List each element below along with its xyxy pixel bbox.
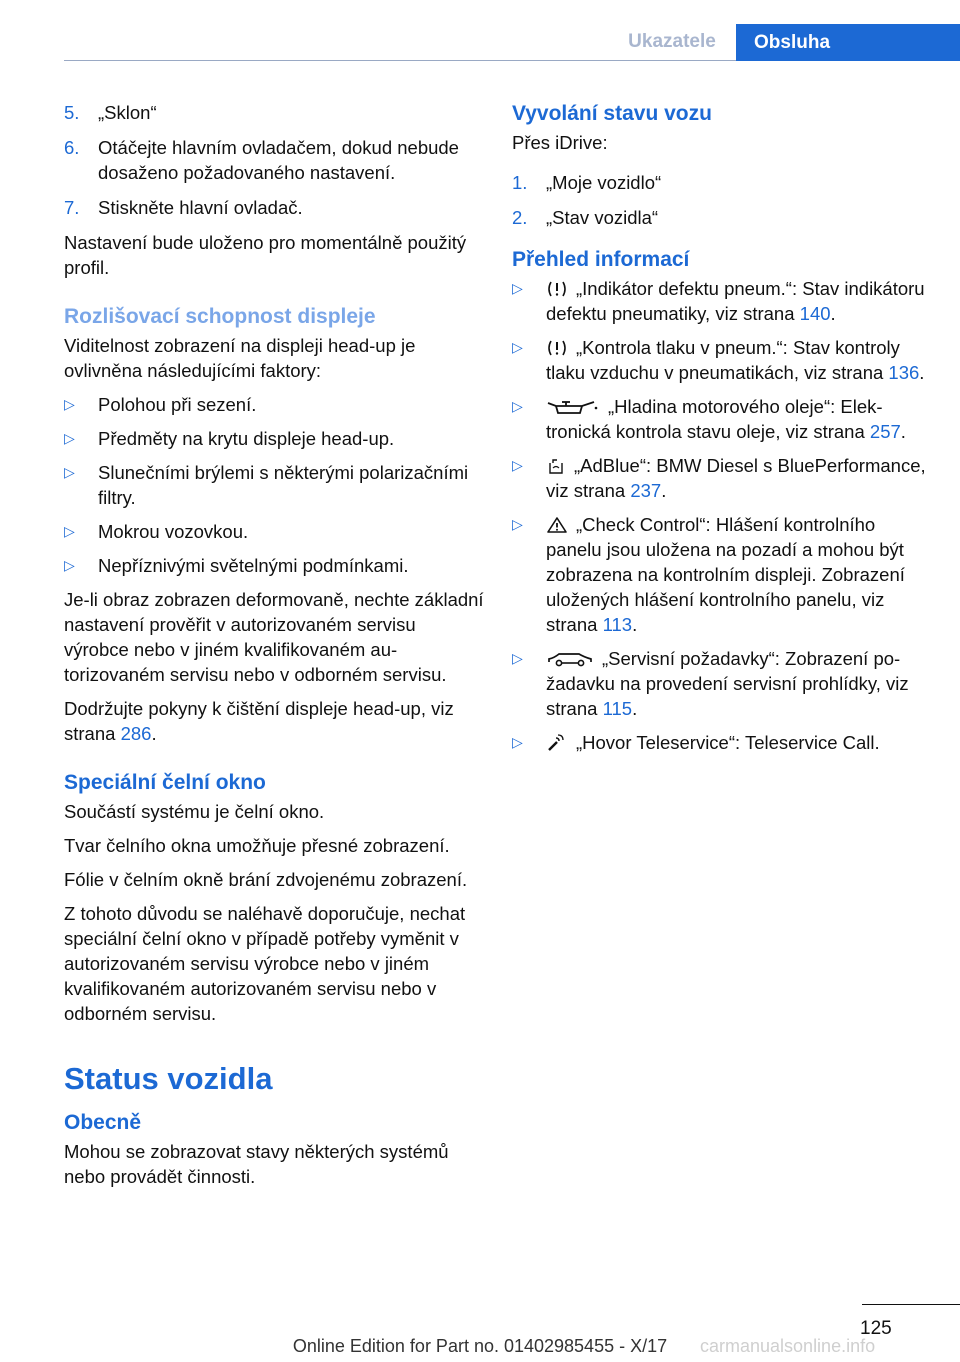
right-column xyxy=(512,100,932,764)
list-item xyxy=(64,392,484,417)
paragraph: Přes iDrive: xyxy=(512,132,608,153)
step-item xyxy=(64,135,484,185)
list-item-text: Polohou při sezení. xyxy=(98,394,257,415)
list-item xyxy=(512,512,932,637)
list-item-text: „Hovor Teleservice“: Teleservice Call. xyxy=(546,730,880,755)
bullet-triangle-icon: ▷ xyxy=(512,280,523,296)
step-text: Otáčejte hlavním ovladačem, dokud nebude dosaženo požadovaného nastavení. xyxy=(98,137,459,183)
list-item xyxy=(64,426,484,451)
step-item xyxy=(512,170,932,195)
list-item-text: „Servisní požadavky“: Zobrazení požadavku na provedení servisní prohlídky, viz strana 115. xyxy=(546,648,909,719)
page-reference-link[interactable]: 136 xyxy=(888,362,920,383)
page-reference-link[interactable]: 257 xyxy=(869,421,901,442)
list-item xyxy=(512,453,932,503)
bullet-triangle-icon: ▷ xyxy=(64,464,75,480)
list-item-text: Předměty na krytu displeje head-up. xyxy=(98,428,395,449)
page-reference-link[interactable]: 140 xyxy=(799,303,831,324)
paragraph: Z tohoto důvodu se naléhavě doporučuje, nechat speciální čelní okno v případě potřeby vyměnit v autorizovaném servisu výrobce nebo v jiném kvalifikovaném autorizovaném servisu nebo v odborném servisu. xyxy=(64,903,466,1024)
page-number: 125 xyxy=(860,1318,892,1339)
bullet-triangle-icon: ▷ xyxy=(64,557,75,573)
list-item xyxy=(512,335,932,385)
list-item xyxy=(512,730,932,755)
section-heading: Obecně xyxy=(64,1111,142,1134)
step-item xyxy=(64,195,484,220)
paragraph: Fólie v čelním okně brání zdvojenému zobrazení. xyxy=(64,869,468,890)
bullet-triangle-icon: ▷ xyxy=(64,523,75,539)
watermark: carmanualsonline.info xyxy=(700,1336,876,1356)
tire-warning-icon xyxy=(546,280,568,298)
paragraph: Viditelnost zobrazení na displeji head-up je ovlivněna následujícími faktory: xyxy=(64,335,416,381)
page-reference-link[interactable]: 237 xyxy=(630,480,662,501)
page-reference-link[interactable]: 286 xyxy=(120,723,152,744)
paragraph: Nastavení bude uloženo pro momentálně použitý profil. xyxy=(64,232,467,278)
wrench-call-icon xyxy=(546,734,568,752)
adblue-icon xyxy=(546,457,566,475)
section-heading: Speciální čelní okno xyxy=(64,771,266,794)
list-item-text: Nepříznivými světelnými podmínkami. xyxy=(98,555,409,576)
tab-ukazatele[interactable]: Ukazatele xyxy=(628,31,716,52)
warning-triangle-icon xyxy=(546,516,568,534)
bullet-triangle-icon: ▷ xyxy=(64,396,75,412)
paragraph: Součástí systému je čelní okno. xyxy=(64,801,325,822)
step-number: 7. xyxy=(64,197,80,218)
list-item xyxy=(64,519,484,544)
list-item-text: Slunečními brýlemi s některými polarizačními filtry. xyxy=(98,462,469,508)
paragraph: Tvar čelního okna umožňuje přesné zobrazení. xyxy=(64,835,450,856)
step-text: „Stav vozidla“ xyxy=(546,207,659,228)
paragraph: Je-li obraz zobrazen deformovaně, nechte základní nastavení prověřit v autorizovaném servisu výrobce nebo v jiném kvalifikovaném autorizovaném servisu nebo v odborném servisu. xyxy=(64,589,484,685)
bullet-triangle-icon: ▷ xyxy=(512,457,523,473)
step-text: „Moje vozidlo“ xyxy=(546,172,662,193)
section-heading: Vyvolání stavu vozu xyxy=(512,102,712,125)
step-item xyxy=(512,205,932,230)
page-reference-link[interactable]: 115 xyxy=(602,698,633,719)
page-reference-link[interactable]: 113 xyxy=(602,614,633,635)
list-item-text: „Check Control“: Hlášení kontrolního panelu jsou uložena na pozadí a mohou být zobrazena na kontrolním displeji. Zobrazení uložených hlášení kontrolního panelu, viz strana 113. xyxy=(546,514,905,635)
paragraph: Dodržujte pokyny k čištění displeje head-up, viz strana 286. xyxy=(64,698,454,744)
chapter-heading: Status vozidla xyxy=(64,1061,273,1096)
tire-warning-icon xyxy=(546,339,568,357)
list-item xyxy=(512,646,932,721)
list-item-text: Mokrou vozovkou. xyxy=(98,521,249,542)
list-item-text: „Kontrola tlaku v pneum.“: Stav kontroly tlaku vzduchu v pneumatikách, viz strana 136. xyxy=(546,337,925,383)
bullet-triangle-icon: ▷ xyxy=(64,430,75,446)
bullet-triangle-icon: ▷ xyxy=(512,339,523,355)
paragraph: Mohou se zobrazovat stavy některých systémů nebo provádět činnosti. xyxy=(64,1141,449,1187)
step-number: 2. xyxy=(512,207,528,228)
bullet-triangle-icon: ▷ xyxy=(512,650,523,666)
list-item xyxy=(64,460,484,510)
bullet-triangle-icon: ▷ xyxy=(512,734,523,750)
left-column xyxy=(64,100,484,1198)
list-item-text: „AdBlue“: BMW Diesel s BluePerformance, viz strana 237. xyxy=(546,455,926,501)
service-car-icon xyxy=(546,650,594,668)
step-number: 6. xyxy=(64,137,80,158)
list-item-text: „Indikátor defektu pneum.“: Stav indikátoru defektu pneumatiky, viz strana 140. xyxy=(546,278,925,324)
edition-footer: Online Edition for Part no. 01402985455 - X/17 xyxy=(292,1336,668,1356)
section-heading: Rozlišovací schopnost displeje xyxy=(64,305,376,328)
step-text: „Sklon“ xyxy=(98,102,157,123)
list-item-text: „Hladina motorového oleje“: Elektronická kontrola stavu oleje, viz strana 257. xyxy=(546,396,906,442)
list-item xyxy=(512,394,932,444)
bullet-triangle-icon: ▷ xyxy=(512,398,523,414)
bullet-triangle-icon: ▷ xyxy=(512,516,523,532)
step-number: 1. xyxy=(512,172,528,193)
footer-rule xyxy=(862,1304,960,1305)
section-heading: Přehled informací xyxy=(512,248,690,271)
list-item xyxy=(64,553,484,578)
list-item xyxy=(512,276,932,326)
paragraph-text: Dodržujte pokyny k čištění displeje head-up, viz strana xyxy=(64,698,454,744)
tab-obsluha[interactable]: Obsluha xyxy=(736,24,960,61)
step-item xyxy=(64,100,484,125)
oil-can-icon xyxy=(546,398,600,416)
step-text: Stiskněte hlavní ovladač. xyxy=(98,197,303,218)
step-number: 5. xyxy=(64,102,80,123)
